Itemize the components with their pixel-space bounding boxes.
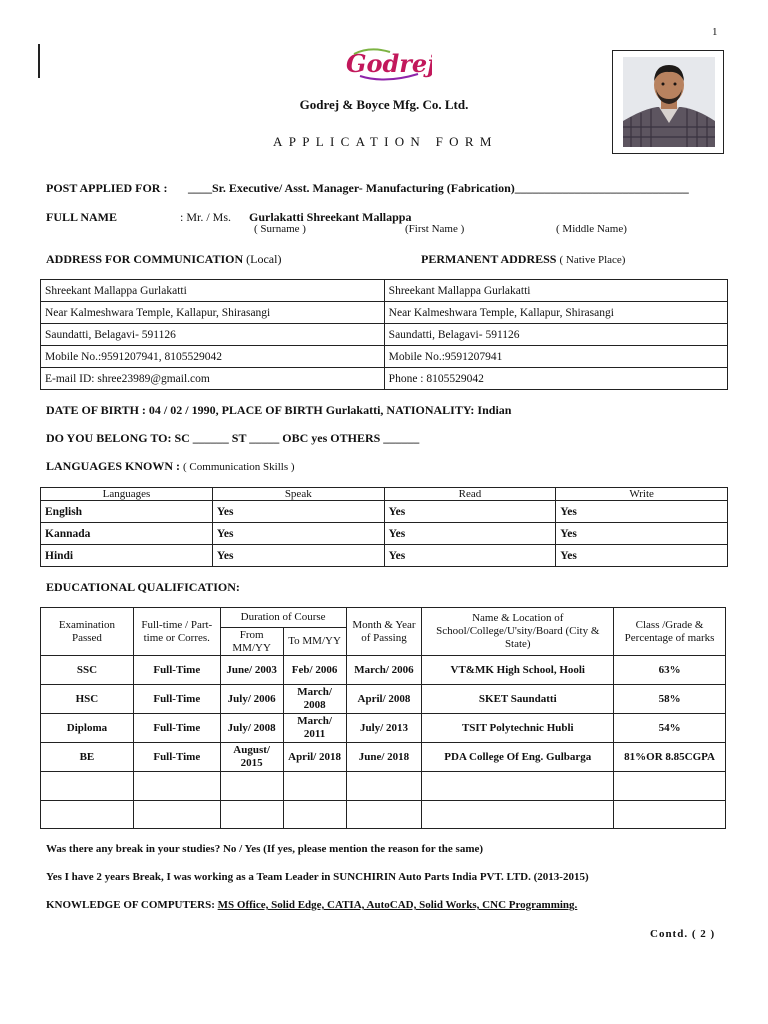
address-cell: Shreekant Mallappa Gurlakatti: [384, 280, 727, 302]
first-name-hint: (First Name ): [405, 223, 465, 235]
page-number: 1: [712, 26, 718, 38]
local-address-note: (Local): [246, 252, 282, 266]
permanent-address-label: PERMANENT ADDRESS: [421, 252, 557, 266]
break-question: Was there any break in your studies? No / Yes (If yes, please mention the reason for the same): [46, 843, 484, 855]
empty-cell: [283, 801, 346, 829]
continued-note: Contd. ( 2 ): [650, 928, 716, 940]
address-cell: Near Kalmeshwara Temple, Kallapur, Shirasangi: [384, 302, 727, 324]
computer-knowledge: [46, 899, 577, 911]
empty-cell: [614, 801, 726, 829]
duration-header: Duration of Course: [220, 608, 346, 628]
languages-heading: [46, 459, 295, 474]
company-name: Godrej & Boyce Mfg. Co. Ltd.: [299, 97, 469, 112]
from-cell: July/ 2008: [220, 714, 283, 743]
post-applied-label: POST APPLIED FOR :: [46, 181, 168, 195]
break-answer: Yes I have 2 years Break, I was working as a Team Leader in SUNCHIRIN Auto Parts India PVT. LTD. (2013-2015): [46, 871, 589, 883]
table-row: [41, 685, 726, 714]
address-cell: E-mail ID: shree23989@gmail.com: [41, 368, 385, 390]
empty-cell: [283, 772, 346, 801]
grade-cell: 58%: [614, 685, 726, 714]
address-cell: Near Kalmeshwara Temple, Kallapur, Shirasangi: [41, 302, 385, 324]
grade-cell: 81%OR 8.85CGPA: [614, 743, 726, 772]
language-name: Kannada: [41, 523, 213, 545]
empty-cell: [220, 801, 283, 829]
education-label: EDUCATIONAL QUALIFICATION:: [46, 580, 240, 594]
address-cell: Saundatti, Belagavi- 591126: [41, 324, 385, 346]
language-name: Hindi: [41, 545, 213, 567]
exam-cell: Diploma: [41, 714, 134, 743]
exam-header: Examination Passed: [41, 608, 134, 656]
from-header: From MM/YY: [220, 628, 283, 656]
education-table: [40, 607, 726, 829]
school-cell: VT&MK High School, Hooli: [422, 656, 614, 685]
to-cell: April/ 2018: [283, 743, 346, 772]
table-row: [41, 280, 728, 302]
mode-header: Full-time / Part-time or Corres.: [133, 608, 220, 656]
empty-row: [41, 801, 726, 829]
from-cell: July/ 2006: [220, 685, 283, 714]
permanent-address-note: ( Native Place): [559, 254, 626, 266]
exam-cell: BE: [41, 743, 134, 772]
address-cell: Shreekant Mallappa Gurlakatti: [41, 280, 385, 302]
godrej-logo: [340, 44, 432, 84]
table-header-row: [41, 488, 728, 501]
write-cell: Yes: [556, 545, 728, 567]
table-row: [41, 368, 728, 390]
empty-cell: [422, 772, 614, 801]
empty-cell: [133, 772, 220, 801]
grade-cell: 54%: [614, 714, 726, 743]
table-row: [41, 743, 726, 772]
school-cell: PDA College Of Eng. Gulbarga: [422, 743, 614, 772]
empty-cell: [422, 801, 614, 829]
surname-hint: ( Surname ): [254, 223, 306, 235]
empty-row: [41, 772, 726, 801]
address-table: [40, 279, 728, 390]
passing-cell: April/ 2008: [346, 685, 422, 714]
address-cell: Mobile No.:9591207941, 8105529042: [41, 346, 385, 368]
mode-cell: Full-Time: [133, 743, 220, 772]
address-cell: Phone : 8105529042: [384, 368, 727, 390]
empty-cell: [41, 801, 134, 829]
from-cell: August/ 2015: [220, 743, 283, 772]
applicant-photo: [623, 57, 715, 147]
write-cell: Yes: [556, 523, 728, 545]
table-row: [41, 324, 728, 346]
grade-cell: 63%: [614, 656, 726, 685]
school-cell: SKET Saundatti: [422, 685, 614, 714]
address-cell: Mobile No.:9591207941: [384, 346, 727, 368]
computer-knowledge-label: KNOWLEDGE OF COMPUTERS:: [46, 899, 215, 911]
empty-cell: [133, 801, 220, 829]
language-name: English: [41, 501, 213, 523]
speak-cell: Yes: [212, 545, 384, 567]
middle-name-hint: ( Middle Name): [556, 223, 627, 235]
table-row: [41, 545, 728, 567]
empty-cell: [220, 772, 283, 801]
speak-cell: Yes: [212, 523, 384, 545]
column-header: Languages: [41, 488, 213, 501]
column-header: Speak: [212, 488, 384, 501]
passing-cell: March/ 2006: [346, 656, 422, 685]
to-header: To MM/YY: [283, 628, 346, 656]
exam-cell: HSC: [41, 685, 134, 714]
full-name-value: Gurlakatti Shreekant Mallappa: [249, 210, 412, 224]
local-address-label: ADDRESS FOR COMMUNICATION: [46, 252, 244, 266]
permanent-address-heading: [421, 252, 625, 267]
table-row: [41, 523, 728, 545]
school-header: Name & Location of School/College/U'sity/Board (City & State): [422, 608, 614, 656]
table-row: [41, 714, 726, 743]
form-title: APPLICATION FORM: [273, 134, 498, 149]
read-cell: Yes: [384, 523, 556, 545]
column-header: Write: [556, 488, 728, 501]
grade-header: Class /Grade & Percentage of marks: [614, 608, 726, 656]
read-cell: Yes: [384, 545, 556, 567]
empty-cell: [346, 801, 422, 829]
post-applied-value: ____Sr. Executive/ Asst. Manager- Manufacturing (Fabrication)_____________________________: [188, 181, 689, 195]
photo-frame: [612, 50, 724, 154]
mode-cell: Full-Time: [133, 714, 220, 743]
table-row: [41, 346, 728, 368]
passing-cell: July/ 2013: [346, 714, 422, 743]
to-cell: Feb/ 2006: [283, 656, 346, 685]
exam-cell: SSC: [41, 656, 134, 685]
local-address-heading: [46, 252, 281, 267]
dob-line: DATE OF BIRTH : 04 / 02 / 1990, PLACE OF BIRTH Gurlakatti, NATIONALITY: Indian: [46, 403, 512, 417]
to-cell: March/ 2011: [283, 714, 346, 743]
from-cell: June/ 2003: [220, 656, 283, 685]
address-cell: Saundatti, Belagavi- 591126: [384, 324, 727, 346]
table-header-row: [41, 608, 726, 628]
speak-cell: Yes: [212, 501, 384, 523]
to-cell: March/ 2008: [283, 685, 346, 714]
passing-header: Month & Year of Passing: [346, 608, 422, 656]
table-row: [41, 302, 728, 324]
full-name-label: FULL NAME: [46, 210, 118, 224]
school-cell: TSIT Polytechnic Hubli: [422, 714, 614, 743]
computer-knowledge-value: MS Office, Solid Edge, CATIA, AutoCAD, Solid Works, CNC Programming.: [217, 899, 578, 911]
write-cell: Yes: [556, 501, 728, 523]
mode-cell: Full-Time: [133, 656, 220, 685]
read-cell: Yes: [384, 501, 556, 523]
svg-text:Godrej: Godrej: [346, 49, 432, 78]
table-row: [41, 656, 726, 685]
languages-label: LANGUAGES KNOWN :: [46, 459, 181, 473]
passing-cell: June/ 2018: [346, 743, 422, 772]
table-row: [41, 501, 728, 523]
languages-note: ( Communication Skills ): [183, 461, 295, 473]
mode-cell: Full-Time: [133, 685, 220, 714]
empty-cell: [41, 772, 134, 801]
languages-table: [40, 487, 728, 567]
empty-cell: [614, 772, 726, 801]
name-prefix: : Mr. / Ms.: [180, 210, 232, 224]
category-line: DO YOU BELONG TO: SC ______ ST _____ OBC yes OTHERS ______: [46, 431, 420, 445]
empty-cell: [346, 772, 422, 801]
column-header: Read: [384, 488, 556, 501]
margin-bar: [38, 44, 40, 78]
